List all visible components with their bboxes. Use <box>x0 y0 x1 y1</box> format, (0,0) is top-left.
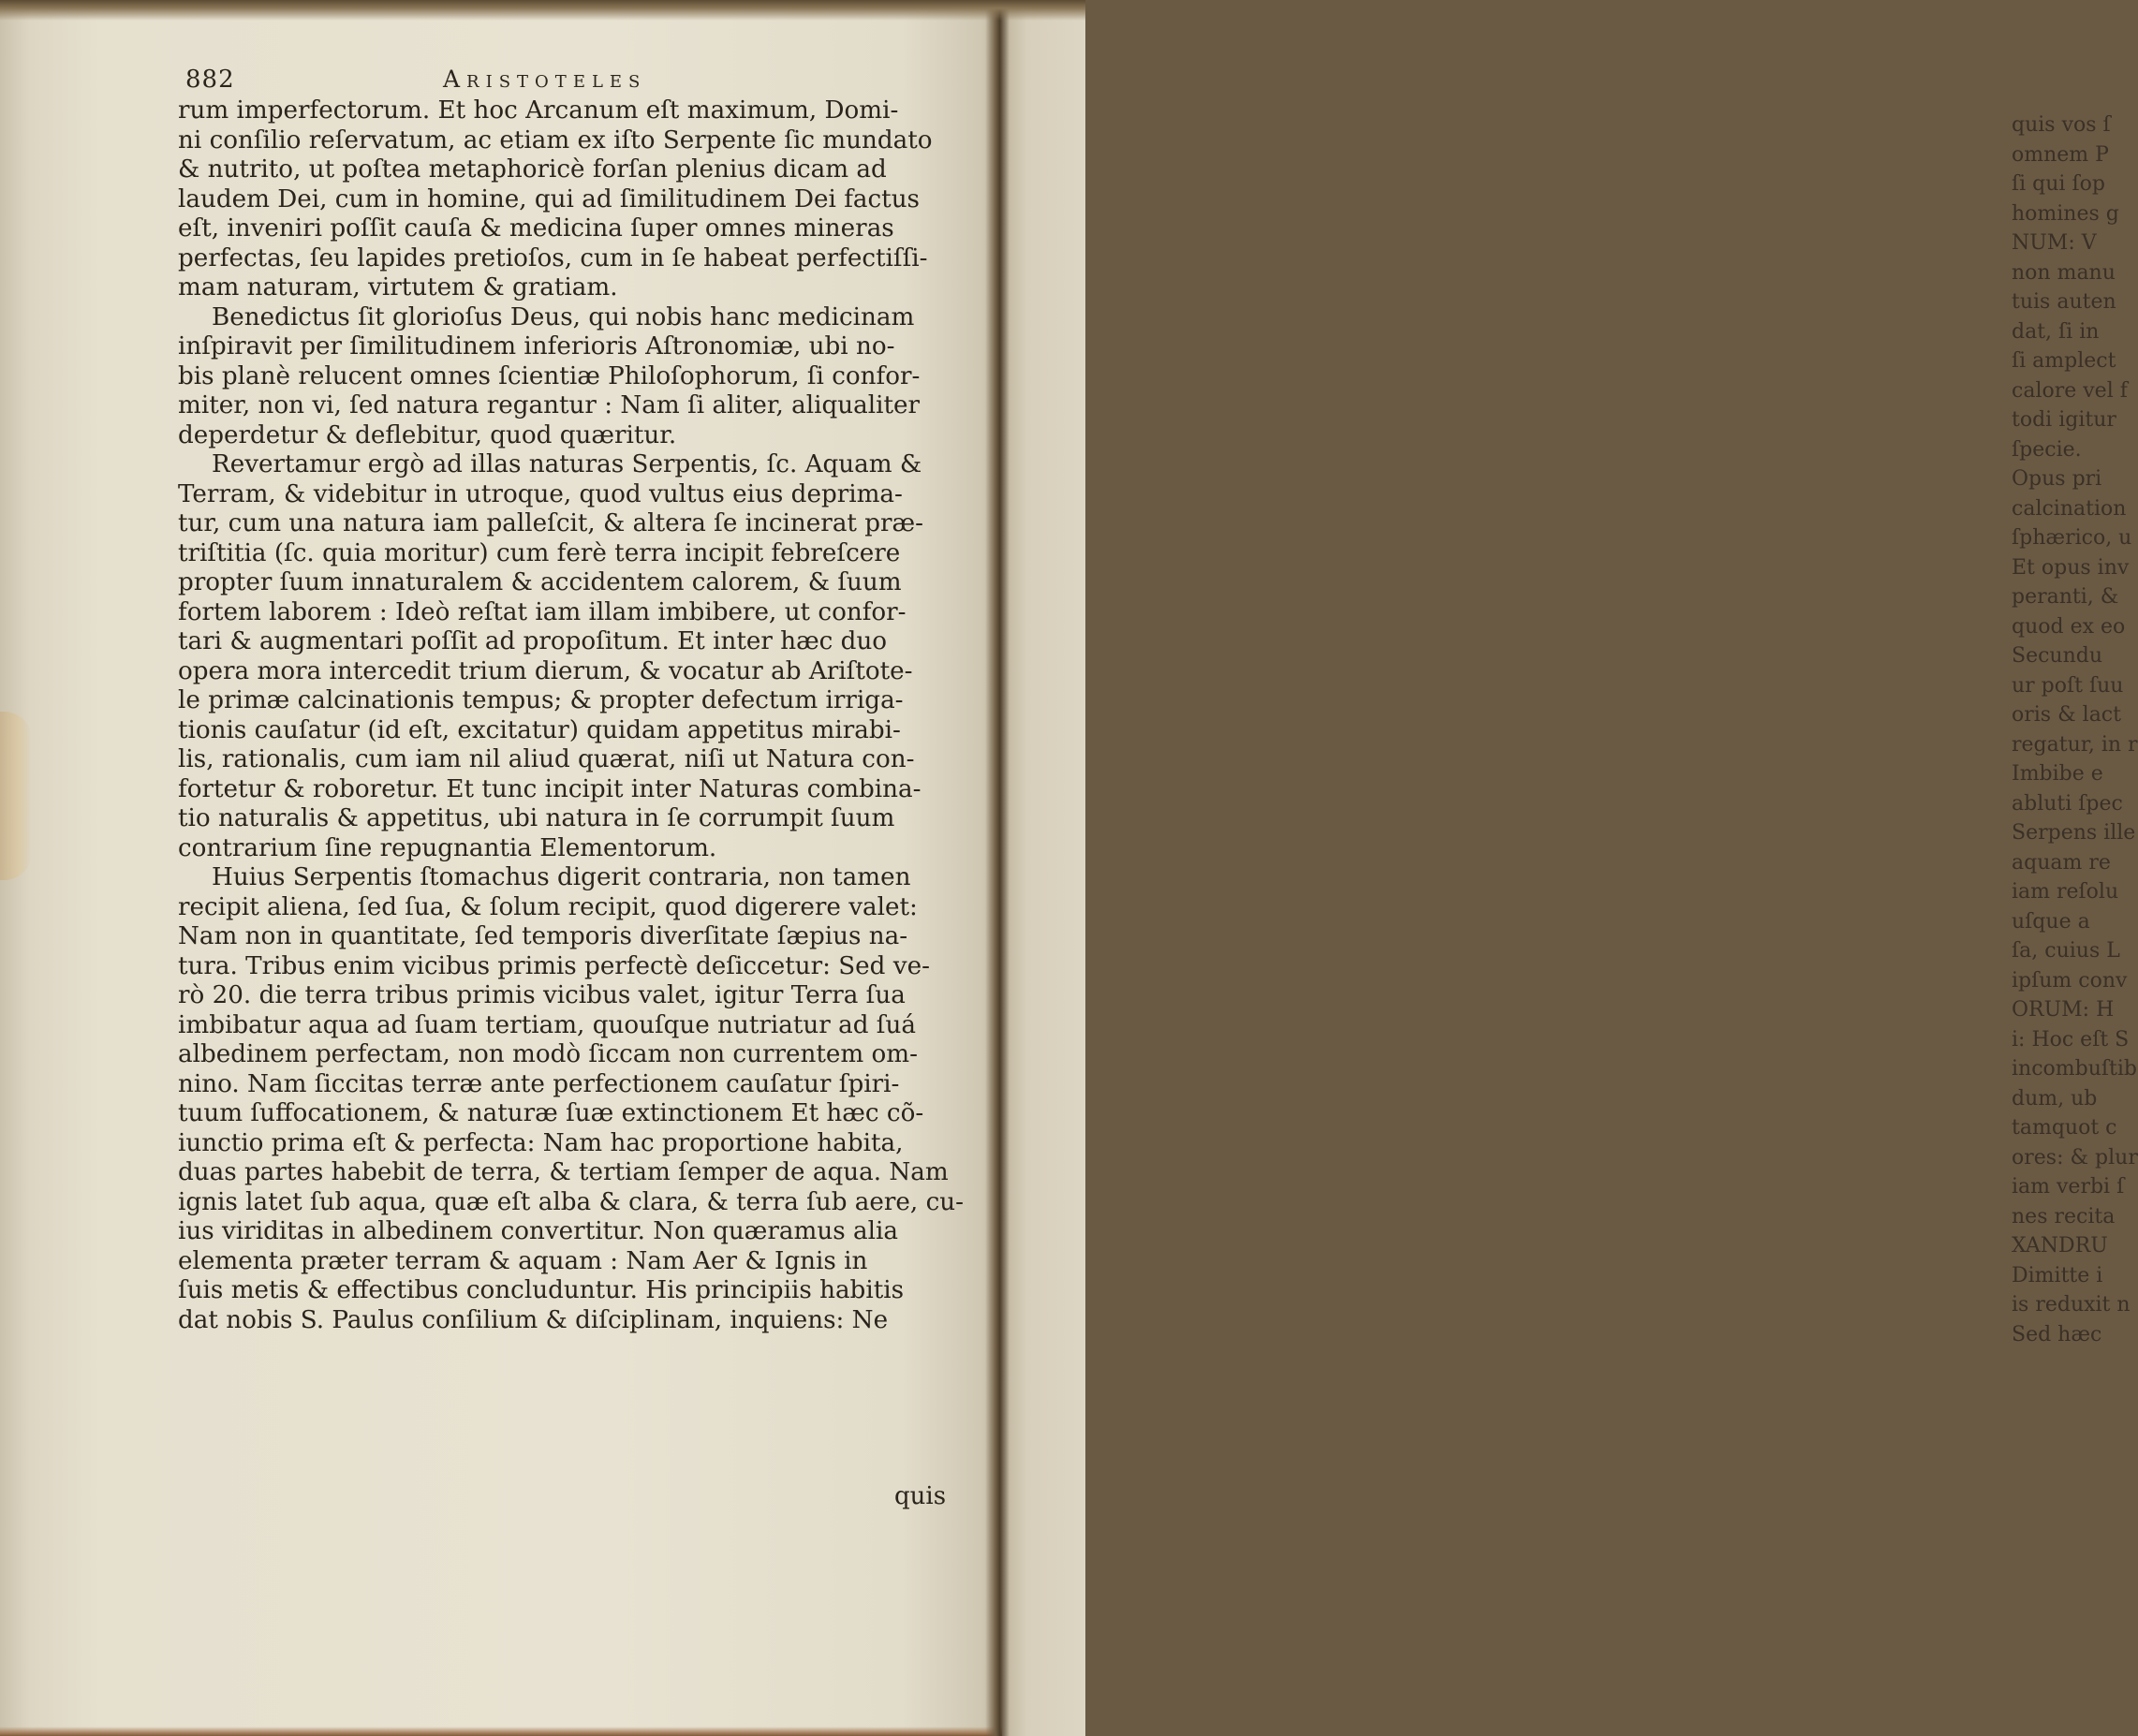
facing-page-line: Opus pri <box>2012 467 2102 491</box>
catchword: quis <box>894 1482 947 1510</box>
facing-page-line: XANDRU <box>2012 1234 2108 1258</box>
facing-page-line: calore vel f <box>2012 378 2128 403</box>
facing-page-line: omnem P <box>2012 142 2109 167</box>
facing-page-line: ſpecie. <box>2012 437 2082 462</box>
text-line: bis planè relucent omnes ſcientiæ Philoſophorum, ſi confor- <box>178 361 921 390</box>
facing-page-line: Imbibe e <box>2012 762 2103 786</box>
top-edge-shadow <box>0 0 1085 21</box>
facing-page-line: ſphærico, u <box>2012 526 2132 550</box>
text-line: le primæ calcinationis tempus; & propter defectum irriga- <box>178 686 904 714</box>
text-line: iunctio prima eſt & perfecta: Nam hac proportione habita, <box>178 1128 904 1157</box>
text-line: fortem laborem : Ideò reſtat iam illam imbibere, ut confor- <box>178 597 907 626</box>
body-text <box>178 96 964 1335</box>
facing-page-line: ORUM: H <box>2012 998 2115 1022</box>
page-bottom-edge <box>0 1727 1002 1736</box>
facing-page-line: nes recita <box>2012 1204 2116 1228</box>
text-line: albedinem perfectam, non modò ſiccam non currentem om- <box>178 1040 918 1068</box>
left-page <box>0 0 1002 1736</box>
text-line: inſpiravit per ſimilitudinem inferioris Aſtronomiæ, ubi no- <box>178 332 895 360</box>
facing-page-line: incombuſtib <box>2012 1057 2137 1081</box>
text-line: tuum ſuffocationem, & naturæ ſuæ extinctionem Et hæc cõ- <box>178 1099 924 1127</box>
facing-page-line: Et opus inv <box>2012 555 2130 580</box>
book-spine-gutter <box>985 0 1010 1736</box>
text-line: mam naturam, virtutem & gratiam. <box>178 273 618 302</box>
facing-page-line: ores: & plur <box>2012 1145 2138 1170</box>
facing-page-line: aquam re <box>2012 850 2111 875</box>
facing-page-line: perantі, & <box>2012 585 2119 609</box>
facing-page-line: Sed hæc <box>2012 1322 2102 1346</box>
running-head: Aristoteles <box>443 66 647 93</box>
text-line: eſt, inveniri poſſit cauſa & medicina ſuper omnes mineras <box>178 214 894 243</box>
text-line: ius viriditas in albedinem convertitur. Non quæramus alia <box>178 1217 898 1245</box>
text-line: duas partes habebit de terra, & tertiam ſemper de aqua. Nam <box>178 1158 949 1186</box>
facing-page-line: ipſum conv <box>2012 968 2128 993</box>
facing-page-line: NUM: V <box>2012 231 2097 255</box>
facing-page-line: ſi qui ſop <box>2012 172 2105 196</box>
facing-page-line: tuis auten <box>2012 290 2116 314</box>
text-line: rò 20. die terra tribus primis vicibus valet, igitur Terra ſua <box>178 981 906 1009</box>
text-line: fortetur & roboretur. Et tunc incipit inter Naturas combina- <box>178 774 922 803</box>
text-line: laudem Dei, cum in homine, qui ad ſimilitudinem Dei factus <box>178 184 920 213</box>
facing-page-line: Dimitte i <box>2012 1263 2103 1287</box>
text-line: Revertamur ergò ad illas naturas Serpentis, ſc. Aquam & <box>212 450 922 478</box>
facing-page-line: dat, ſi in <box>2012 319 2100 344</box>
text-line: miter, non vi, ſed natura regantur : Nam ſi aliter, aliqualiter <box>178 391 921 419</box>
facing-page-line: Serpens ille <box>2012 821 2136 845</box>
text-line: lis, rationalis, cum iam nil aliud quærat, niſi ut Natura con- <box>178 745 915 773</box>
facing-page-line: oris & lact <box>2012 703 2121 727</box>
facing-page-line: todi igitur <box>2012 408 2116 432</box>
facing-page-text <box>2012 110 2138 1349</box>
facing-page-line: i: Hoc eſt S <box>2012 1027 2130 1052</box>
text-line: dat nobis S. Paulus conſilium & diſciplinam, inquiens: Ne <box>178 1305 889 1334</box>
text-line: recipit aliena, ſed ſua, & ſolum recipit, quod digerere valet: <box>178 892 918 921</box>
text-line: & nutrito, ut poſtea metaphoricè forſan plenius dicam ad <box>178 155 887 184</box>
facing-page-line: tamquot c <box>2012 1116 2117 1140</box>
text-line: Nam non in quantitate, ſed temporis diverſitate ſæpius na- <box>178 922 908 950</box>
text-line: tur, cum una natura iam palleſcit, & altera ſe incinerat præ- <box>178 509 924 537</box>
facing-page <box>1002 0 2138 1736</box>
facing-page-line: is reduxit n <box>2012 1293 2131 1317</box>
text-line: opera mora intercedit trium dierum, & vocatur ab Ariſtote- <box>178 656 913 685</box>
facing-page-line: ur poſt ſuu <box>2012 673 2124 698</box>
facing-page-line: homines g <box>2012 201 2119 226</box>
facing-page-line: Secundu <box>2012 644 2103 668</box>
facing-page-line: calcination <box>2012 496 2127 521</box>
text-line: elementa præter terram & aquam : Nam Aer & Ignis in <box>178 1246 868 1275</box>
facing-page-line: dum, ub <box>2012 1086 2098 1111</box>
text-line: tari & augmentari poſſit ad propoſitum. Et inter hæc duo <box>178 627 888 655</box>
text-line: triſtitia (ſc. quia moritur) cum ferè terra incipit febreſcere <box>178 538 901 567</box>
text-line: ni conſilio reſervatum, ac etiam ex iſto Serpente ſic mundato <box>178 125 933 154</box>
text-line: rum imperfectorum. Et hoc Arcanum eſt maximum, Domi- <box>178 96 899 125</box>
text-line: contrarium ſine repugnantia Elementorum. <box>178 833 717 862</box>
text-line: ignis latet ſub aqua, quæ eſt alba & clara, & terra ſub aere, cu- <box>178 1187 964 1216</box>
facing-page-line: regatur, in r <box>2012 732 2138 757</box>
facing-page-line: iam reſolu <box>2012 880 2119 904</box>
text-line: tio naturalis & appetitus, ubi natura in ſe corrumpit ſuum <box>178 804 895 832</box>
text-line: nino. Nam ſiccitas terræ ante perfectionem cauſatur ſpiri- <box>178 1069 900 1098</box>
paper-tab-fragment <box>0 712 32 880</box>
text-line: ſuis metis & effectibus concluduntur. His principiis habitis <box>178 1276 905 1304</box>
text-line: Benedictus ſit glorioſus Deus, qui nobis hanc medicinam <box>212 302 915 331</box>
facing-page-line: quis vos ſ <box>2012 113 2111 137</box>
text-line: tionis cauſatur (id eſt, excitatur) quidam appetitus mirabi- <box>178 715 901 744</box>
text-line: propter ſuum innaturalem & accidentem calorem, & ſuum <box>178 568 902 596</box>
text-line: imbibatur aqua ad ſuam tertiam, quouſque nutriatur ad ſuá <box>178 1010 916 1039</box>
page-number: 882 <box>185 66 235 94</box>
facing-page-line: ſa, cuius L <box>2012 939 2120 963</box>
text-line: Huius Serpentis ſtomachus digerit contraria, non tamen <box>212 863 911 891</box>
facing-page-line: quod ex eo <box>2012 614 2126 639</box>
text-line: Terram, & videbitur in utroque, quod vultus eius deprima- <box>178 479 903 508</box>
facing-page-line: uſque a <box>2012 909 2090 934</box>
facing-page-line: non manu <box>2012 260 2116 285</box>
text-line: deperdetur & deflebitur, quod quæritur. <box>178 420 677 449</box>
facing-page-line: iam verbi ſ <box>2012 1175 2125 1199</box>
facing-page-line: abluti ſpec <box>2012 791 2123 816</box>
text-line: tura. Tribus enim vicibus primis perfectè deſiccetur: Sed ve- <box>178 951 930 980</box>
text-line: perfectas, ſeu lapides pretioſos, cum in ſe habeat perfectiſſi- <box>178 243 928 272</box>
facing-page-line: ſi amplect <box>2012 349 2116 373</box>
